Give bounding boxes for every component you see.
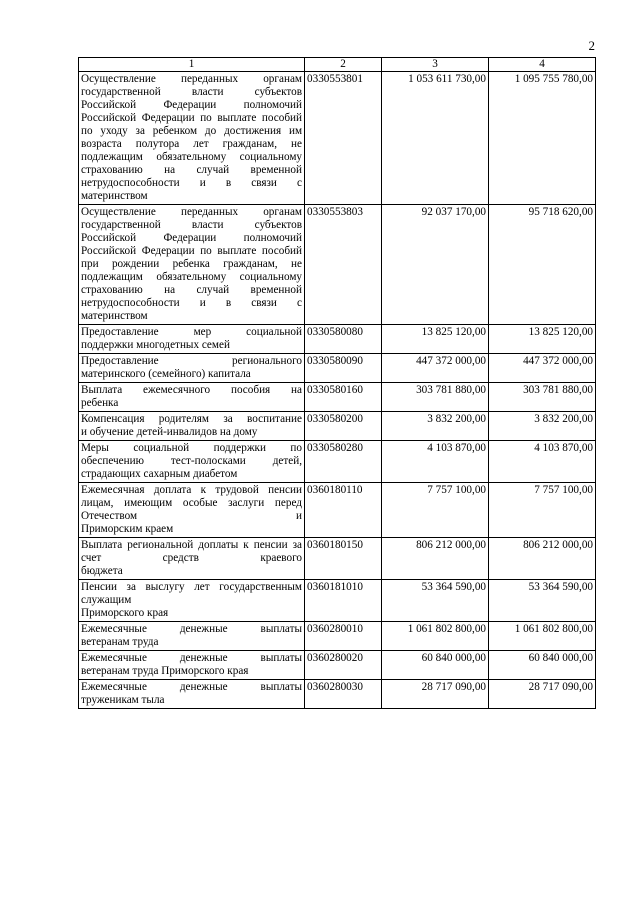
row-description: [79, 325, 305, 354]
row-code: 0330580080: [305, 325, 382, 354]
description-line: Компенсация родителям за воспитание: [81, 413, 302, 425]
row-amount-col4: 806 212 000,00: [489, 538, 596, 580]
row-amount-col3: 4 103 870,00: [382, 441, 489, 483]
row-code: 0330580200: [305, 412, 382, 441]
table-row: [79, 412, 596, 441]
row-description: [79, 441, 305, 483]
description-line: Осуществление переданных органам: [81, 206, 302, 218]
table-row: [79, 651, 596, 680]
table-row: [79, 72, 596, 205]
description-line: Предоставление мер социальной: [81, 326, 302, 338]
description-line: материнством: [81, 190, 148, 202]
row-amount-col4: 28 717 090,00: [489, 680, 596, 709]
table-row: [79, 483, 596, 538]
table-row: [79, 622, 596, 651]
row-code: 0330553803: [305, 205, 382, 325]
row-amount-col3: 13 825 120,00: [382, 325, 489, 354]
table-row: [79, 325, 596, 354]
description-line: страхованию на случай временной: [81, 284, 302, 296]
row-amount-col3: 806 212 000,00: [382, 538, 489, 580]
row-description: [79, 580, 305, 622]
row-code: 0330580090: [305, 354, 382, 383]
row-code: 0330553801: [305, 72, 382, 205]
description-line: обеспечению тест-полосками детей,: [81, 455, 302, 467]
description-line: государственным служащим: [81, 581, 303, 606]
description-line: поддержки многодетных семей: [81, 339, 230, 351]
description-line: нетрудоспособности и в связи с: [81, 297, 302, 309]
description-line: гражданам, не подлежащим: [81, 138, 302, 163]
description-line: Ежемесячная доплата к трудовой: [81, 484, 259, 496]
row-description: [79, 205, 305, 325]
row-code: 0360180110: [305, 483, 382, 538]
description-line: страхованию на случай временной: [81, 164, 302, 176]
description-line: обязательному социальному: [156, 151, 303, 163]
row-description: [79, 680, 305, 709]
table-body: [79, 72, 596, 709]
row-code: 0360280010: [305, 622, 382, 651]
description-line: Российской Федерации по выплате: [81, 245, 257, 257]
row-amount-col4: 1 095 755 780,00: [489, 72, 596, 205]
row-amount-col3: 28 717 090,00: [382, 680, 489, 709]
description-line: Российской Федерации полномочий: [81, 99, 302, 111]
description-line: Выплата региональной доплаты к: [81, 539, 249, 551]
description-line: Российской Федерации по выплате: [81, 112, 257, 124]
row-description: [79, 354, 305, 383]
description-line: пенсии за счет средств краевого: [81, 539, 303, 564]
table-row: [79, 538, 596, 580]
description-line: нетрудоспособности и в связи с: [81, 177, 302, 189]
description-line: труженикам тыла: [81, 694, 165, 706]
row-amount-col4: 1 061 802 800,00: [489, 622, 596, 651]
description-line: ветеранам труда Приморского края: [81, 665, 249, 677]
description-line: Приморского края: [81, 607, 169, 619]
description-line: Ежемесячные денежные выплаты: [81, 681, 302, 693]
description-line: материнством: [81, 310, 148, 322]
description-line: пенсии лицам, имеющим особые: [81, 484, 302, 509]
description-line: пособий при рождении ребенка: [81, 245, 303, 270]
row-amount-col4: 7 757 100,00: [489, 483, 596, 538]
description-line: достижения им возраста полутора лет: [81, 125, 303, 150]
description-line: Приморским краем: [81, 523, 174, 535]
description-line: государственной власти субъектов: [81, 219, 302, 231]
row-amount-col4: 13 825 120,00: [489, 325, 596, 354]
description-line: Пенсии за выслугу лет: [81, 581, 210, 593]
row-description: [79, 483, 305, 538]
row-amount-col3: 1 061 802 800,00: [382, 622, 489, 651]
row-amount-col3: 3 832 200,00: [382, 412, 489, 441]
row-amount-col3: 447 372 000,00: [382, 354, 489, 383]
description-line: Предоставление регионального: [81, 355, 302, 367]
description-line: ребенка: [81, 397, 119, 409]
table-row: [79, 205, 596, 325]
row-amount-col3: 92 037 170,00: [382, 205, 489, 325]
row-amount-col4: 3 832 200,00: [489, 412, 596, 441]
row-amount-col4: 303 781 880,00: [489, 383, 596, 412]
row-code: 0360280020: [305, 651, 382, 680]
description-line: заслуги перед Отечеством и: [81, 497, 302, 522]
header-cell-4: 4: [489, 58, 596, 72]
row-amount-col3: 60 840 000,00: [382, 651, 489, 680]
row-code: 0330580280: [305, 441, 382, 483]
description-line: обязательному социальному: [156, 271, 303, 283]
row-amount-col3: 1 053 611 730,00: [382, 72, 489, 205]
header-cell-3: 3: [382, 58, 489, 72]
row-amount-col3: 7 757 100,00: [382, 483, 489, 538]
row-description: [79, 622, 305, 651]
row-amount-col3: 303 781 880,00: [382, 383, 489, 412]
row-amount-col3: 53 364 590,00: [382, 580, 489, 622]
description-line: Осуществление переданных органам: [81, 73, 302, 85]
row-code: 0360180150: [305, 538, 382, 580]
page-number: 2: [588, 38, 595, 53]
budget-table: [78, 57, 596, 709]
row-amount-col4: 95 718 620,00: [489, 205, 596, 325]
row-description: [79, 383, 305, 412]
row-description: [79, 651, 305, 680]
table-row: [79, 354, 596, 383]
row-amount-col4: 4 103 870,00: [489, 441, 596, 483]
description-line: пособий по уходу за ребенком до: [81, 112, 303, 137]
row-code: 0360280030: [305, 680, 382, 709]
row-amount-col4: 447 372 000,00: [489, 354, 596, 383]
row-code: 0330580160: [305, 383, 382, 412]
row-description: [79, 412, 305, 441]
description-line: гражданам, не подлежащим: [81, 258, 302, 283]
description-line: Ежемесячные денежные выплаты: [81, 652, 302, 664]
description-line: материнского (семейного) капитала: [81, 368, 251, 380]
table-row: [79, 383, 596, 412]
table-row: [79, 580, 596, 622]
description-line: государственной власти субъектов: [81, 86, 302, 98]
table-row: [79, 441, 596, 483]
description-line: Выплата ежемесячного пособия на: [81, 384, 302, 396]
row-description: [79, 72, 305, 205]
description-line: Российской Федерации полномочий: [81, 232, 302, 244]
description-line: бюджета: [81, 565, 123, 577]
description-line: страдающих сахарным диабетом: [81, 468, 238, 480]
row-code: 0360181010: [305, 580, 382, 622]
row-amount-col4: 53 364 590,00: [489, 580, 596, 622]
header-cell-1: 1: [79, 58, 305, 72]
description-line: Ежемесячные денежные выплаты: [81, 623, 302, 635]
description-line: ветеранам труда: [81, 636, 159, 648]
description-line: и обучение детей-инвалидов на дому: [81, 426, 258, 438]
row-amount-col4: 60 840 000,00: [489, 651, 596, 680]
header-row: [79, 58, 596, 72]
header-cell-2: 2: [305, 58, 382, 72]
row-description: [79, 538, 305, 580]
table-row: [79, 680, 596, 709]
description-line: Меры социальной поддержки по: [81, 442, 302, 454]
